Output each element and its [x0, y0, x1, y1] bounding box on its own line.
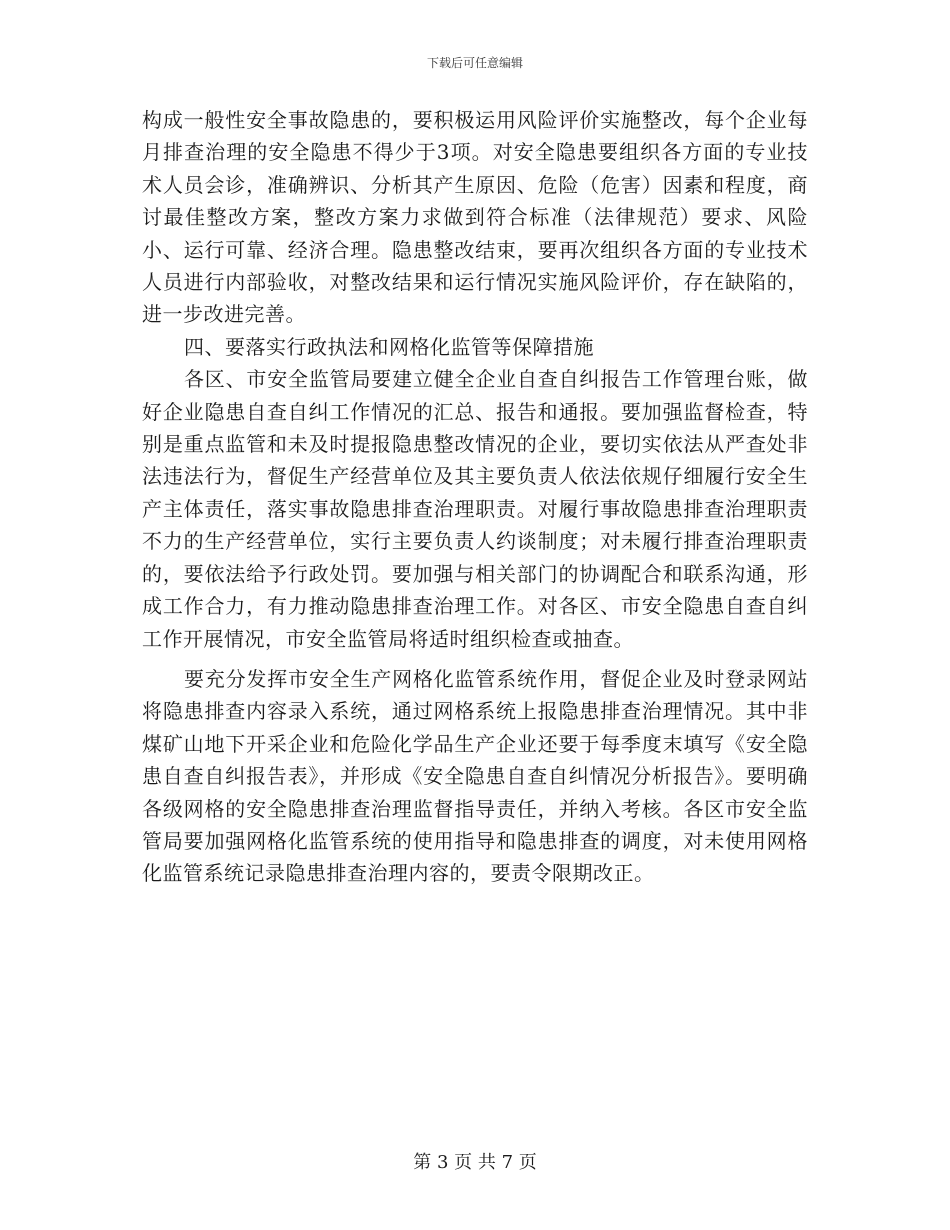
page-number: 第 3 页 共 7 页 [413, 1152, 537, 1173]
paragraph-rectification: 构成一般性安全事故隐患的，要积极运用风险评价实施整改，每个企业每月排查治理的安全隐患不得少于3项。对安全隐患要组织各方面的专业技术人员会诊，准确辨识、分析其产生原因、危险（危害）因素和程度，商讨最佳整改方案，整改方案力求做到符合标准（法律规范）要求、风险小、运行可靠、经济合理。隐患整改结束，要再次组织各方面的专业技术人员进行内部验收，对整改结果和运行情况实施风险评价，存在缺陷的，进一步改进完善。 [142, 108, 808, 327]
document-body [142, 104, 808, 890]
section-heading-four: 四、要落实行政执法和网格化监管等保障措施 [184, 334, 594, 359]
paragraph-grid-system: 要充分发挥市安全生产网格化监管系统作用，督促企业及时登录网站将隐患排查内容录入系统，通过网格系统上报隐患排查治理情况。其中非煤矿山地下开采企业和危险化学品生产企业还要于每季度末填写《安全隐患自查自纠报告表》，并形成《安全隐患自查自纠情况分析报告》。要明确各级网格的安全隐患排查治理监督指导责任，并纳入考核。各区市安全监管局要加强网格化监管系统的使用指导和隐患排查的调度，对未使用网格化监管系统记录隐患排查治理内容的，要责令限期改正。 [142, 666, 808, 886]
page-header: 下载后可任意编辑 [426, 56, 523, 70]
paragraph-enforcement: 各区、市安全监管局要建立健全企业自查自纠报告工作管理台账，做好企业隐患自查自纠工作情况的汇总、报告和通报。要加强监督检查，特别是重点监管和未及时提报隐患整改情况的企业，要切实依法从严查处非法违法行为，督促生产经营单位及其主要负责人依法依规仔细履行安全生产主体责任，落实事故隐患排查治理职责。对履行事故隐患排查治理职责不力的生产经营单位，实行主要负责人约谈制度；对未履行排查治理职责的，要依法给予行政处罚。要加强与相关部门的协调配合和联系沟通，形成工作合力，有力推动隐患排查治理工作。对各区、市安全隐患自查自纠工作开展情况，市安全监管局将适时组织检查或抽查。 [142, 367, 808, 651]
